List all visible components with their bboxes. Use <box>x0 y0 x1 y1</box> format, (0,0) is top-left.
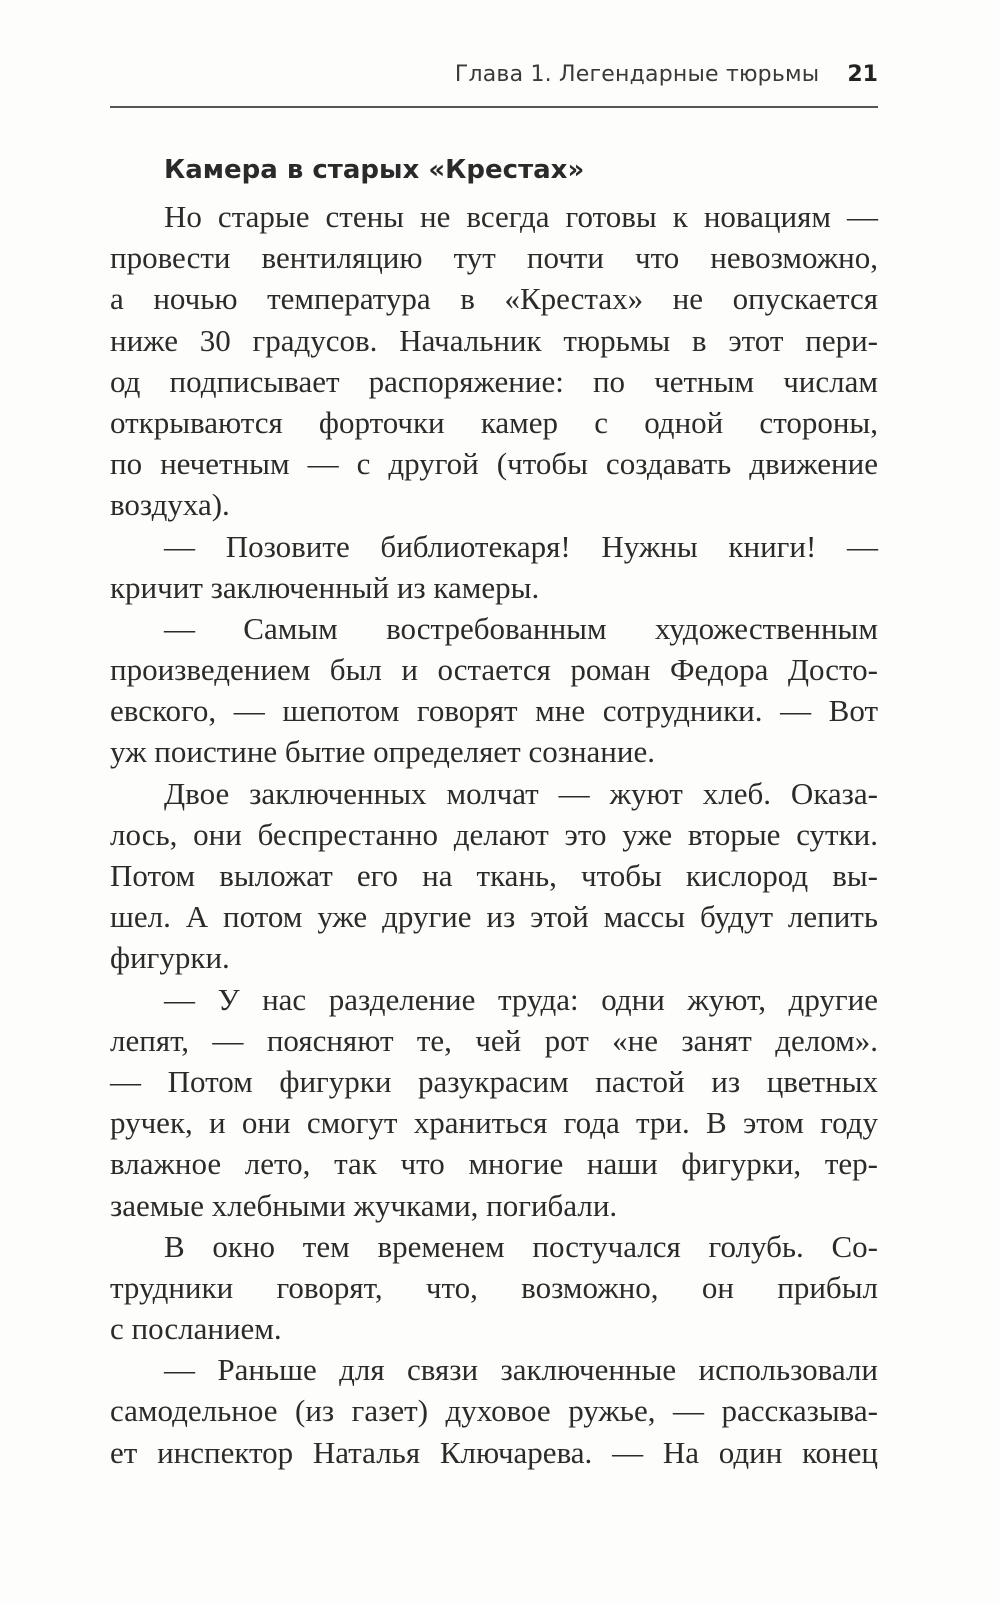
paragraph <box>110 1349 878 1473</box>
paragraph <box>110 608 878 773</box>
chapter-title: Глава 1. Легендарные тюрьмы <box>454 62 820 87</box>
text-line: заемые хлебными жучками, погибали. <box>110 1187 618 1223</box>
paragraph-list <box>110 196 878 1473</box>
text-line: — У нас разделение труда: одни жуют, другие <box>164 981 878 1017</box>
text-line: В окно тем временем постучался голубь. Со- <box>164 1228 878 1264</box>
text-line: воздуха). <box>110 487 230 523</box>
text-line: — Раньше для связи заключенные использовали <box>164 1352 878 1388</box>
running-header <box>110 62 878 98</box>
paragraph <box>110 773 878 979</box>
text-line: евского, — шепотом говорят мне сотрудники. — Вот <box>110 693 878 729</box>
text-line: влажное лето, так что многие наши фигурки, тер- <box>110 1146 878 1182</box>
text-line: произведением был и остается роман Федора Досто- <box>110 652 878 688</box>
text-line: провести вентиляцию тут почти что невозможно, <box>110 240 878 276</box>
text-line: ет инспектор Наталья Ключарева. — На один конец <box>110 1434 878 1470</box>
paragraph <box>110 979 878 1226</box>
text-line: ручек, и они смогут храниться года три. В этом году <box>110 1105 878 1141</box>
text-line: — Позовите библиотекаря! Нужны книги! — <box>164 528 878 564</box>
header-rule <box>110 106 878 108</box>
paragraph <box>110 1226 878 1350</box>
text-line: кричит заключенный из камеры. <box>110 569 540 605</box>
text-line: шел. А потом уже другие из этой массы будут лепить <box>110 899 878 935</box>
text-line: Но старые стены не всегда готовы к новациям — <box>164 199 878 234</box>
text-line: лепят, — поясняют те, чей рот «не занят делом». <box>110 1022 878 1058</box>
text-line: с посланием. <box>110 1311 282 1347</box>
text-line: открываются форточки камер с одной стороны, <box>110 404 878 440</box>
text-line: по нечетным — с другой (чтобы создавать движение <box>110 446 878 482</box>
page-number: 21 <box>847 62 878 87</box>
text-line: — Потом фигурки разукрасим пастой из цветных <box>110 1063 878 1099</box>
text-line: од подписывает распоряжение: по четным числам <box>110 363 878 399</box>
text-line: фигурки. <box>110 940 230 976</box>
text-line: ниже 30 градусов. Начальник тюрьмы в этот пери- <box>110 322 878 358</box>
text-line: трудники говорят, что, возможно, он прибыл <box>110 1269 878 1305</box>
text-line: Потом выложат его на ткань, чтобы кислород вы- <box>110 858 878 893</box>
text-line: лось, они беспрестанно делают это уже вторые сутки. <box>110 816 878 852</box>
text-line: Двое заключенных молчат — жуют хлеб. Оказа- <box>164 775 878 811</box>
page-body <box>110 148 878 1473</box>
text-line: а ночью температура в «Крестах» не опускается <box>110 281 878 317</box>
text-line: — Самым востребованным художественным <box>164 610 878 646</box>
text-line: уж поистине бытие определяет сознание. <box>110 734 655 770</box>
section-title: Камера в старых «Крестах» <box>164 155 585 185</box>
text-line: самодельное (из газет) духовое ружье, — рассказыва- <box>110 1393 878 1429</box>
paragraph <box>110 526 878 608</box>
paragraph <box>110 196 878 526</box>
